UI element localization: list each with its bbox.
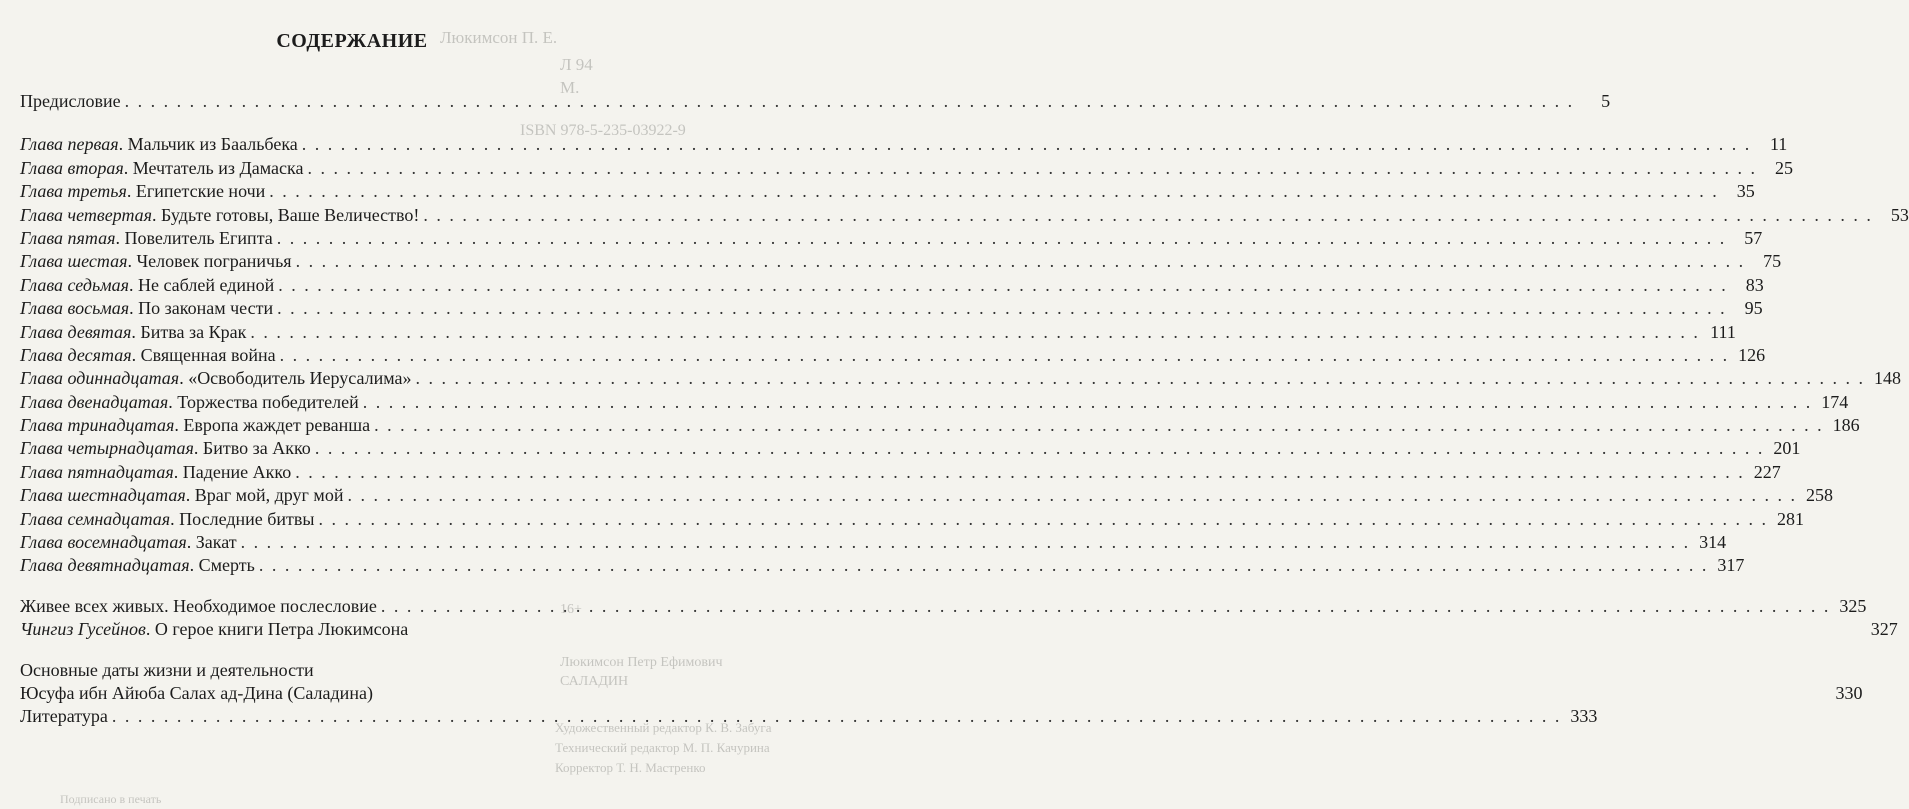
toc-entry-chapter: [20, 227, 1763, 250]
toc-entry-label: Глава двенадцатая. Торжества победителей: [20, 391, 359, 412]
toc-entry-label: Глава седьмая. Не саблей единой: [20, 274, 275, 295]
chapter-title: «Освободитель Иерусалима»: [188, 368, 412, 389]
chapter-title: Падение Акко: [182, 461, 292, 482]
toc-entry-label: Глава пятнадцатая. Падение Акко: [20, 461, 292, 482]
chapter-title: Смерть: [198, 555, 255, 576]
chapter-prefix: Глава четырнадцатая: [20, 438, 194, 459]
chapter-prefix: Глава семнадцатая: [20, 508, 171, 529]
chapter-prefix: Глава одиннадцатая: [20, 368, 180, 389]
toc-entry-label: Глава девятнадцатая. Смерть: [20, 555, 255, 576]
toc-page-number: 11: [1769, 134, 1788, 155]
toc-entry-chapter: [20, 414, 1860, 437]
toc-page-number: 186: [1832, 415, 1860, 436]
chapter-title: Битво за Акко: [202, 438, 311, 459]
chapter-prefix: Глава пятая: [20, 227, 116, 248]
toc-entry-chapter: [20, 391, 1849, 414]
chapter-title: Будьте готовы, Ваше Величество!: [161, 204, 420, 225]
toc-page-number: 227: [1753, 461, 1781, 482]
chapter-prefix: Глава девятнадцатая: [20, 555, 190, 576]
dot-leader: [112, 705, 1562, 728]
toc-entry-label: Глава восьмая. По законам чести: [20, 298, 274, 319]
toc-page-number: 25: [1774, 157, 1793, 178]
dot-leader: [315, 437, 1765, 460]
bleed-through-text: 16+: [560, 602, 582, 617]
bleed-through-text: Корректор Т. Н. Мастренко: [555, 760, 706, 775]
toc-page-number: 126: [1738, 344, 1766, 365]
chapter-prefix: Глава восемнадцатая: [20, 532, 187, 553]
toc-entry-chapter: [20, 157, 1793, 180]
toc-page-number: 95: [1744, 298, 1763, 319]
toc-entry-chapter: [20, 508, 1805, 531]
dot-leader: [277, 297, 1727, 320]
toc-entry-essay: [20, 618, 1898, 641]
toc-entry-afterword: [20, 595, 1867, 618]
bleed-through-text: Люкимсон П. Е.: [440, 28, 558, 47]
toc-entry-label: Глава шестая. Человек пограничья: [20, 251, 292, 272]
chapter-prefix: Глава седьмая: [20, 274, 129, 295]
dot-leader: [259, 554, 1709, 577]
toc-entry-label: Глава восемнадцатая. Закат: [20, 532, 237, 553]
bleed-through-text: Люкимсон Петр Ефимович: [560, 655, 723, 670]
toc-entry-dates-line1: [20, 659, 626, 682]
dot-leader: [347, 484, 1797, 507]
toc-page-number: 5: [1601, 91, 1611, 111]
page-title: СОДЕРЖАНИЕ: [276, 30, 428, 52]
dot-leader: [241, 531, 1691, 554]
bleed-through-text: Технический редактор М. П. Качурина: [555, 740, 770, 755]
toc-entry-label: Чингиз Гусейнов. О герое книги Петра Люкимсона: [20, 619, 409, 640]
chapter-title: Повелитель Египта: [124, 227, 273, 248]
toc-entry-label: Юсуфа ибн Айюба Салах ад-Дина (Саладина): [20, 682, 373, 703]
bleed-through-text: САЛАДИН: [560, 674, 629, 689]
toc-entry-chapter: [20, 297, 1763, 320]
toc-entry-label: Глава тринадцатая. Европа жаждет реванша: [20, 415, 371, 436]
dot-leader: [374, 414, 1824, 437]
chapter-title: Мальчик из Баальбека: [127, 134, 298, 155]
chapter-title: Мечтатель из Дамаска: [132, 157, 304, 178]
chapter-title: Торжества победителей: [177, 391, 359, 412]
toc-page-number: 327: [1870, 619, 1898, 640]
dot-leader: [381, 595, 1831, 618]
toc-page-number: 53: [1890, 204, 1909, 225]
toc-page-number: 281: [1777, 508, 1805, 529]
toc-page-number: 83: [1745, 274, 1764, 295]
toc-entry-chapter: [20, 367, 1902, 390]
chapter-title: Священная война: [140, 344, 276, 365]
toc-entry-label: Глава первая. Мальчик из Баальбека: [20, 134, 298, 155]
toc-page-number: 330: [1835, 682, 1863, 703]
dot-leader: [416, 367, 1866, 390]
toc-entry-label: Глава третья. Египетские ночи: [20, 181, 266, 202]
toc-entry-label: Глава одиннадцатая. «Освободитель Иерусалима»: [20, 368, 412, 389]
toc-page-number: 258: [1805, 485, 1833, 506]
dot-leader: [125, 90, 1575, 113]
toc-entry-chapter: [20, 180, 1755, 203]
toc-entry-chapter: [20, 531, 1727, 554]
essay-title: О герое книги Петра Люкимсона: [154, 619, 409, 640]
toc-entry-chapter: [20, 274, 1764, 297]
bleed-through-text: Художественный редактор К. В. Забуга: [555, 720, 772, 735]
chapter-title: По законам чести: [138, 298, 274, 319]
toc-page-number: 174: [1821, 391, 1849, 412]
dot-leader: [278, 274, 1728, 297]
chapter-prefix: Глава шестнадцатая: [20, 485, 186, 506]
toc-page-number: 35: [1736, 181, 1755, 202]
chapter-title: Последние битвы: [179, 508, 315, 529]
chapter-prefix: Глава третья: [20, 181, 127, 202]
chapter-title: Битва за Крак: [140, 321, 247, 342]
toc-entry-preface: [20, 90, 1611, 113]
chapter-prefix: Глава первая: [20, 134, 119, 155]
toc-entry-label: Глава семнадцатая. Последние битвы: [20, 508, 315, 529]
toc-page-number: 111: [1710, 321, 1736, 342]
toc-entry-label: Литература: [20, 706, 108, 727]
bleed-through-text: Подписано в печать: [60, 792, 162, 806]
toc-page-number: 314: [1699, 532, 1727, 553]
chapter-prefix: Глава восьмая: [20, 298, 130, 319]
toc-entry-chapter: [20, 321, 1736, 344]
chapter-prefix: Глава двенадцатая: [20, 391, 169, 412]
essay-author: Чингиз Гусейнов: [20, 619, 146, 640]
dot-leader: [319, 508, 1769, 531]
toc-page-number: 57: [1744, 227, 1763, 248]
bleed-through-text: М.: [560, 78, 580, 97]
toc-page-number: 317: [1717, 555, 1745, 576]
toc-entry-chapter: [20, 484, 1833, 507]
chapter-prefix: Глава вторая: [20, 157, 124, 178]
chapter-title: Европа жаждет реванша: [183, 415, 371, 436]
toc-entry-label: Предисловие: [20, 91, 121, 111]
toc-entry-label: Живее всех живых. Необходимое послесловие: [20, 595, 377, 616]
toc-entry-chapter: [20, 554, 1745, 577]
chapter-list: [20, 133, 1909, 577]
chapter-title: Враг мой, друг мой: [194, 485, 344, 506]
chapter-prefix: Глава тринадцатая: [20, 415, 175, 436]
toc-page-number: 325: [1839, 595, 1867, 616]
toc-entry-label: Глава вторая. Мечтатель из Дамаска: [20, 157, 304, 178]
dot-leader: [280, 344, 1730, 367]
dot-leader: [296, 250, 1746, 273]
toc-page-number: 333: [1570, 706, 1598, 727]
chapter-prefix: Глава девятая: [20, 321, 132, 342]
dot-leader: [295, 461, 1745, 484]
toc-entry-chapter: [20, 133, 1788, 156]
toc-entry-label: Глава девятая. Битва за Крак: [20, 321, 247, 342]
toc-entry-chapter: [20, 344, 1766, 367]
toc-entry-label: Глава пятая. Повелитель Египта: [20, 227, 273, 248]
chapter-prefix: Глава десятая: [20, 344, 132, 365]
toc-entry-label: Глава четырнадцатая. Битво за Акко: [20, 438, 311, 459]
toc-entry-label: Основные даты жизни и деятельности: [20, 659, 314, 680]
toc-entry-label: Глава шестнадцатая. Враг мой, друг мой: [20, 485, 344, 506]
dot-leader: [269, 180, 1719, 203]
toc-entry-dates-line2: [20, 682, 1863, 705]
bleed-through-text: ISBN 978-5-235-03922-9: [520, 122, 686, 139]
chapter-prefix: Глава шестая: [20, 251, 128, 272]
toc-page-number: 201: [1773, 438, 1801, 459]
chapter-title: Не саблей единой: [137, 274, 275, 295]
chapter-title: Закат: [195, 532, 237, 553]
dot-leader: [250, 321, 1700, 344]
toc-page-number: 75: [1763, 251, 1782, 272]
dot-leader: [307, 157, 1757, 180]
chapter-title: Египетские ночи: [135, 181, 266, 202]
toc-entry-label: Глава десятая. Священная война: [20, 344, 276, 365]
chapter-prefix: Глава пятнадцатая: [20, 461, 174, 482]
dot-leader: [277, 227, 1727, 250]
bleed-through-text: Л 94: [560, 55, 593, 74]
toc-entry-chapter: [20, 204, 1909, 227]
toc-page-number: 148: [1874, 368, 1902, 389]
dot-leader: [423, 204, 1873, 227]
dot-leader: [363, 391, 1813, 414]
toc-entry-label: Глава четвертая. Будьте готовы, Ваше Величество!: [20, 204, 420, 225]
dot-leader: [302, 133, 1752, 156]
chapter-title: Человек пограничья: [136, 251, 292, 272]
toc-entry-chapter: [20, 250, 1782, 273]
toc-entry-chapter: [20, 437, 1801, 460]
toc-entry-chapter: [20, 461, 1781, 484]
chapter-prefix: Глава четвертая: [20, 204, 153, 225]
